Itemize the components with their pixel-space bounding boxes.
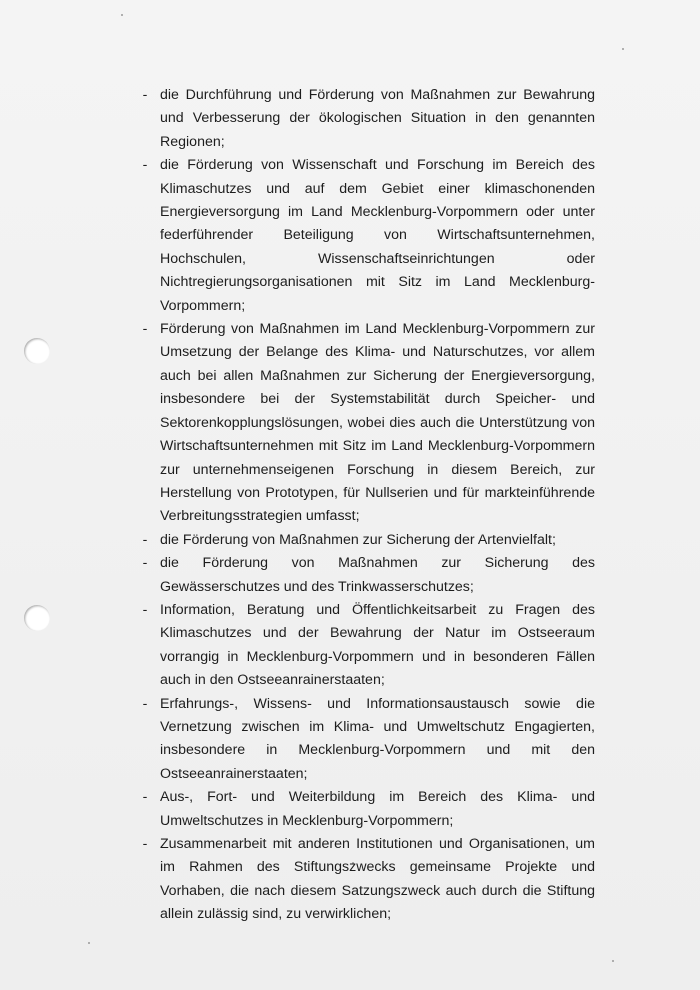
bullet-dash: - xyxy=(142,555,148,572)
list-item-text: Aus-, Fort- und Weiterbildung im Bereich des Klima- und Umweltschutzes in Mecklenburg-Vorpommern; xyxy=(160,789,595,829)
list-item xyxy=(130,529,595,552)
list-item-text: Zusammenarbeit mit anderen Institutionen und Organisationen, um im Rahmen des Stiftungszwecks gemeinsame Projekte und Vorhaben, die nach diesem Satzungszweck auch durch die Stiftung allein zulässig sind, zu verwirklichen; xyxy=(160,836,595,923)
scan-speck xyxy=(612,960,614,962)
list-item xyxy=(130,833,595,927)
scan-speck xyxy=(88,942,90,944)
bullet-dash: - xyxy=(142,321,148,338)
bullet-dash: - xyxy=(142,789,148,806)
list-item-text: Förderung von Maßnahmen im Land Mecklenburg-Vorpommern zur Umsetzung der Belange des Klima- und Naturschutzes, vor allem auch bei allen Maßnahmen zur Sicherung der Energieversorgung, insbesondere bei der Systemstabilität durch Speicher- und Sektorenkopplungslösungen, wobei dies auch die Unterstützung von Wirtschaftsunternehmen mit Sitz im Land Mecklenburg-Vorpommern zur unternehmenseigenen Forschung in diesem Bereich, zur Herstellung von Prototypen, für Nullserien und für markteinführende Verbreitungsstrategien umfasst; xyxy=(160,321,595,525)
punch-hole xyxy=(24,338,50,364)
bullet-dash: - xyxy=(142,601,148,618)
list-item xyxy=(130,84,595,154)
list-item xyxy=(130,154,595,318)
bullet-dash: - xyxy=(142,695,148,712)
bullet-dash: - xyxy=(142,531,148,548)
list-item-text: Information, Beratung und Öffentlichkeitsarbeit zu Fragen des Klimaschutzes und der Bewahrung der Natur im Ostseeraum vorrangig in Mecklenburg-Vorpommern und in besonderen Fällen auch in den Ostseeanrainerstaaten; xyxy=(160,601,595,689)
list-item xyxy=(130,318,595,529)
list-item-text: die Förderung von Maßnahmen zur Sicherung des Gewässerschutzes und des Trinkwasserschutzes; xyxy=(160,555,595,595)
list-item-text: die Förderung von Wissenschaft und Forschung im Bereich des Klimaschutzes und auf dem Gebiet einer klimaschonenden Energieversorgung im Land Mecklenburg-Vorpommern oder unter federführender Beteiligung von Wirtschaftsunternehmen, Hochschulen, Wissenschaftseinrichtungen oder Nichtregierungsorganisationen mit Sitz im Land Mecklenburg-Vorpommern; xyxy=(160,157,595,314)
punch-hole xyxy=(24,605,50,631)
list-item-text: Erfahrungs-, Wissens- und Informationsaustausch sowie die Vernetzung zwischen im Klima- und Umweltschutz Engagierten, insbesondere in Mecklenburg-Vorpommern und mit den Ostseeanrainerstaaten; xyxy=(160,695,595,782)
scan-speck xyxy=(622,48,624,50)
bullet-dash: - xyxy=(142,87,148,103)
bullet-dash: - xyxy=(142,836,148,852)
list-item xyxy=(130,693,595,787)
bullet-dash: - xyxy=(142,157,148,174)
scan-speck xyxy=(121,14,123,16)
purpose-list xyxy=(130,84,595,927)
list-item xyxy=(130,599,595,693)
list-item-text: die Durchführung und Förderung von Maßnahmen zur Bewahrung und Verbesserung der ökologischen Situation in den genannten Regionen; xyxy=(160,87,595,150)
list-item xyxy=(130,786,595,833)
list-item-text: die Förderung von Maßnahmen zur Sicherung der Artenvielfalt; xyxy=(160,531,556,548)
list-item xyxy=(130,552,595,599)
